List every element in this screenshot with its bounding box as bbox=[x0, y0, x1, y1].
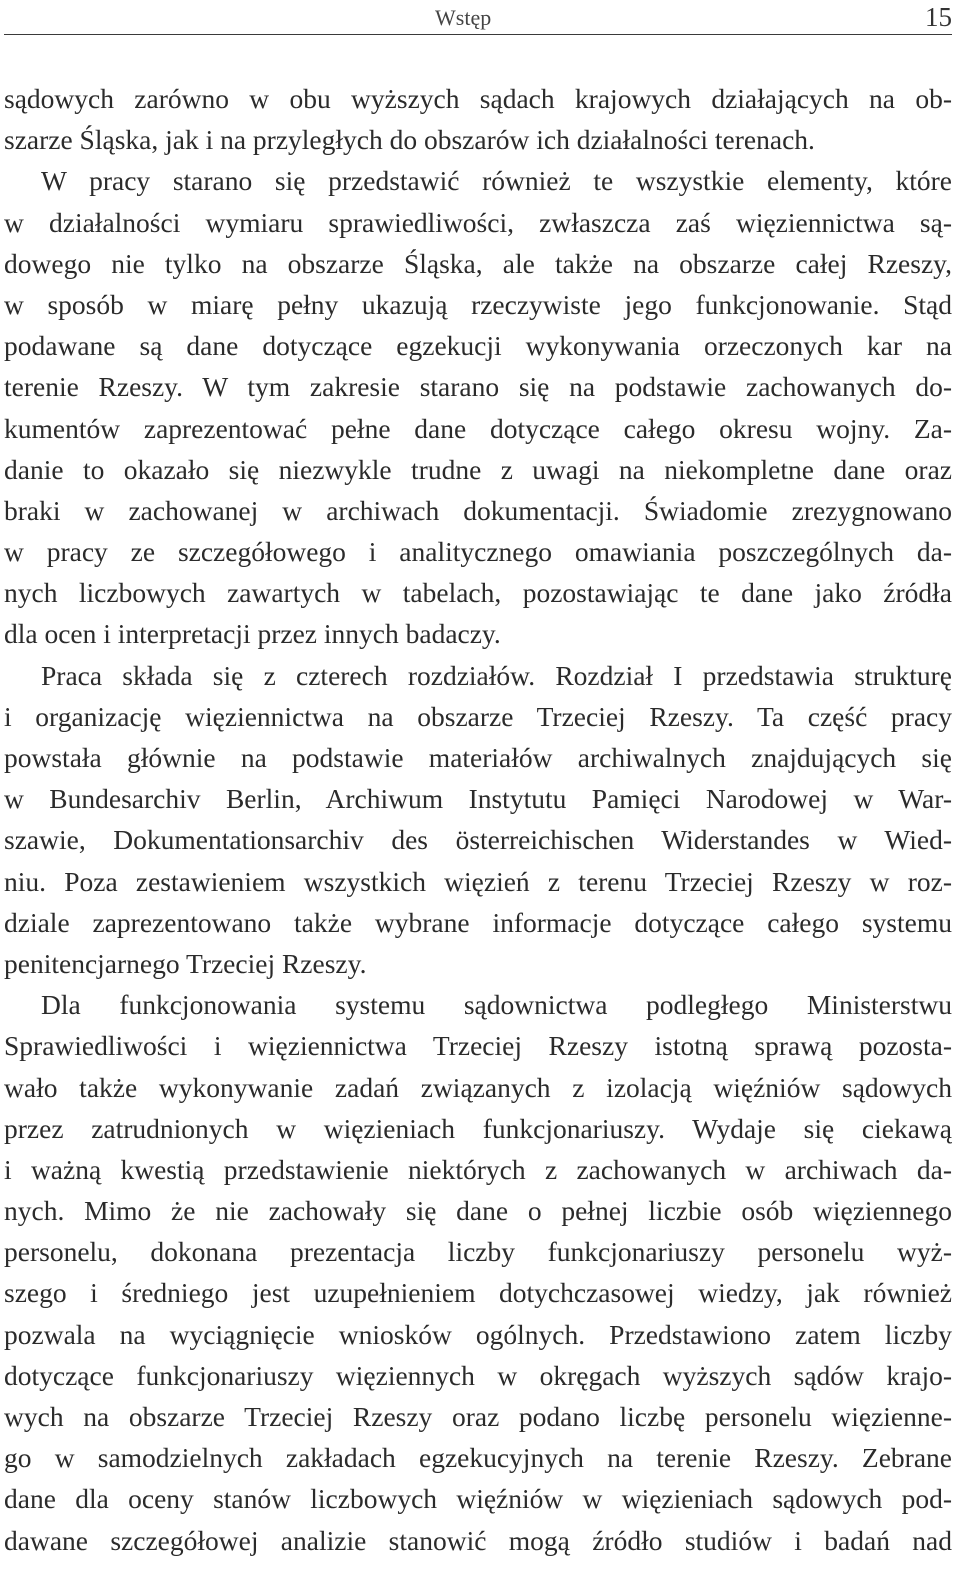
text-line: dla ocen i interpretacji przez innych badaczy. bbox=[4, 618, 501, 650]
text-line: niu. Poza zestawieniem wszystkich więzień z terenu Trzeciej Rzeszy w roz- bbox=[4, 865, 952, 897]
text-line: penitencjarnego Trzeciej Rzeszy. bbox=[4, 947, 367, 979]
text-line: w pracy ze szczegółowego i analitycznego omawiania poszczególnych da- bbox=[4, 536, 952, 568]
text-line: dowego nie tylko na obszarze Śląska, ale także na obszarze całej Rzeszy, bbox=[4, 247, 952, 279]
text-line: danie to okazało się niezwykle trudne z uwagi na niekompletne dane oraz bbox=[4, 453, 952, 485]
text-line: w Bundesarchiv Berlin, Archiwum Instytutu Pamięci Narodowej w War- bbox=[4, 783, 952, 815]
text-line: kumentów zaprezentować pełne dane dotyczące całego okresu wojny. Za- bbox=[4, 412, 952, 444]
body-text bbox=[4, 78, 952, 1561]
text-line: szego i średniego jest uzupełnieniem dotychczasowej wiedzy, jak również bbox=[4, 1277, 952, 1309]
running-header bbox=[4, 0, 952, 35]
text-line: szarze Śląska, jak i na przyległych do obszarów ich działalności terenach. bbox=[4, 124, 815, 156]
text-line: Sprawiedliwości i więziennictwa Trzeciej Rzeszy istotną sprawą pozosta- bbox=[4, 1030, 952, 1062]
text-line: i organizację więziennictwa na obszarze Trzeciej Rzeszy. Ta część pracy bbox=[4, 700, 952, 732]
text-line: pozwala na wyciągnięcie wniosków ogólnych. Przedstawiono zatem liczby bbox=[4, 1318, 952, 1350]
text-line: szawie, Dokumentationsarchiv des österreichischen Widerstandes w Wied- bbox=[4, 824, 952, 856]
running-title: Wstęp bbox=[435, 5, 492, 30]
text-line: go w samodzielnych zakładach egzekucyjnych na terenie Rzeszy. Zebrane bbox=[4, 1442, 952, 1474]
text-line: w sposób w miarę pełny ukazują rzeczywiste jego funkcjonowanie. Stąd bbox=[4, 288, 952, 320]
text-line: wych na obszarze Trzeciej Rzeszy oraz podano liczbę personelu więzienne- bbox=[4, 1401, 952, 1432]
text-line: W pracy starano się przedstawić również te wszystkie elementy, które bbox=[41, 165, 952, 197]
text-line: nych liczbowych zawartych w tabelach, pozostawiając te dane jako źródła bbox=[4, 577, 952, 609]
text-line: powstała głównie na podstawie materiałów archiwalnych znajdujących się bbox=[4, 742, 952, 773]
text-line: Dla funkcjonowania systemu sądownictwa podległego Ministerstwu bbox=[41, 989, 952, 1021]
text-line: wało także wykonywanie zadań związanych z izolacją więźniów sądowych bbox=[4, 1071, 952, 1103]
text-line: braki w zachowanej w archiwach dokumentacji. Świadomie zrezygnowano bbox=[4, 494, 952, 526]
text-line: sądowych zarówno w obu wyższych sądach krajowych działających na ob- bbox=[4, 83, 952, 114]
text-line: i ważną kwestią przedstawienie niektórych z zachowanych w archiwach da- bbox=[4, 1153, 952, 1185]
text-line: Praca składa się z czterech rozdziałów. Rozdział I przedstawia strukturę bbox=[41, 659, 952, 691]
text-line: w działalności wymiaru sprawiedliwości, zwłaszcza zaś więziennictwa są- bbox=[4, 206, 952, 238]
text-line: dawane szczegółowej analizie stanowić mogą źródło studiów i badań nad bbox=[4, 1524, 952, 1556]
text-line: przez zatrudnionych w więzieniach funkcjonariuszy. Wydaje się ciekawą bbox=[4, 1112, 952, 1144]
text-line: terenie Rzeszy. W tym zakresie starano się na podstawie zachowanych do- bbox=[4, 371, 952, 403]
text-line: dziale zaprezentowano także wybrane informacje dotyczące całego systemu bbox=[4, 906, 952, 938]
text-line: dane dla oceny stanów liczbowych więźniów w więzieniach sądowych pod- bbox=[4, 1483, 952, 1515]
text-line: personelu, dokonana prezentacja liczby funkcjonariuszy personelu wyż- bbox=[4, 1236, 952, 1268]
text-line: podawane są dane dotyczące egzekucji wykonywania orzeczonych kar na bbox=[4, 330, 952, 362]
text-line: dotyczące funkcjonariuszy więziennych w okręgach wyższych sądów krajo- bbox=[4, 1359, 952, 1391]
text-line: nych. Mimo że nie zachowały się dane o pełnej liczbie osób więziennego bbox=[4, 1195, 952, 1227]
page-number: 15 bbox=[925, 2, 952, 32]
